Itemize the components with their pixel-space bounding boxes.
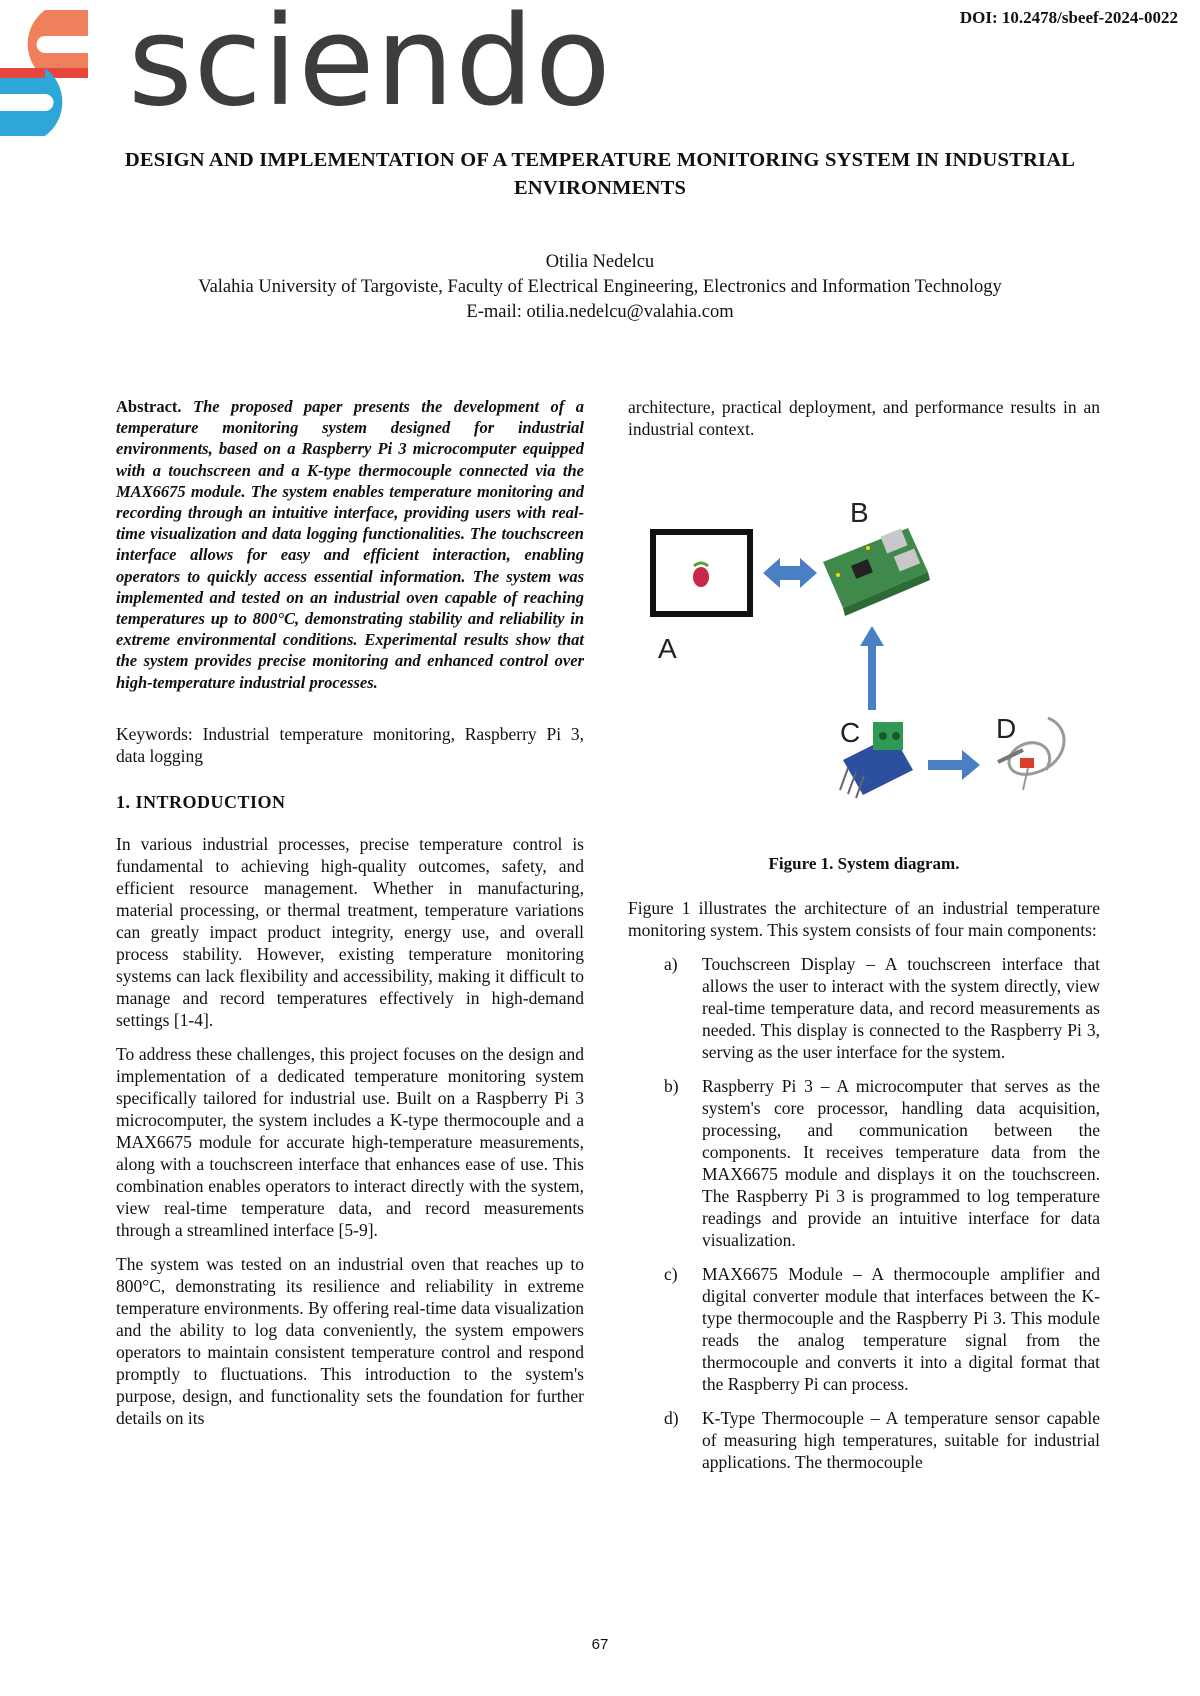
intro-continuation: architecture, practical deployment, and performance results in an industrial context. — [628, 397, 1100, 439]
list-marker: c) — [664, 1264, 678, 1284]
list-item — [628, 1075, 1100, 1251]
list-item-text: K-Type Thermocouple – A temperature sensor capable of measuring high temperatures, suitable for industrial applications. The thermocouple — [702, 1408, 1100, 1472]
author-affiliation: Valahia University of Targoviste, Faculty of Electrical Engineering, Electronics and Information Technology — [198, 277, 1002, 297]
abstract-text: The proposed paper presents the development of a temperature monitoring system designed for industrial environments, based on a Raspberry Pi 3 microcomputer equipped with a touchscreen and a K-type thermocouple connected via the MAX6675 module. The system enables temperature monitoring and recording through an intuitive interface, providing users with real-time visualization and data logging functionalities. The touchscreen interface allows for easy and efficient interaction, enabling operators to quickly access essential information. The system was implemented and tested on an industrial oven capable of reaching temperatures up to 800°C, demonstrating stability and reliability in extreme environmental conditions. Experimental results show that the system provides precise monitoring and enhanced control over high-temperature industrial processes. — [116, 397, 584, 692]
figure-caption: Figure 1. System diagram. — [768, 854, 960, 873]
page-number: 67 — [591, 1636, 609, 1653]
double-arrow-icon — [763, 558, 817, 588]
list-marker: a) — [664, 954, 678, 974]
touchscreen-display-icon — [653, 532, 750, 614]
list-marker: d) — [664, 1408, 679, 1428]
list-item — [628, 953, 1100, 1063]
author-block — [60, 250, 1140, 325]
figure-intro-paragraph: Figure 1 illustrates the architecture of an industrial temperature monitoring system. This system consists of four main components: — [628, 898, 1100, 940]
sciendo-logo-mark-icon — [0, 8, 90, 138]
system-diagram — [628, 500, 1100, 845]
keywords: Keywords: Industrial temperature monitoring, Raspberry Pi 3, data logging — [116, 723, 584, 766]
doi: DOI: 10.2478/sbeef-2024-0022 — [959, 8, 1178, 27]
list-item — [628, 1407, 1100, 1473]
paper-title: DESIGN AND IMPLEMENTATION OF A TEMPERATURE MONITORING SYSTEM IN INDUSTRIAL ENVIRONMENTS — [124, 149, 1076, 199]
list-marker: b) — [664, 1076, 679, 1096]
up-arrow-icon — [860, 626, 884, 710]
raspberry-pi-board-icon — [823, 528, 930, 616]
section-heading-introduction: 1. INTRODUCTION — [116, 791, 286, 812]
list-item-text: Raspberry Pi 3 – A microcomputer that serves as the system's core processor, handling data acquisition, processing, and communication between the components. It receives temperature data from the MAX6675 module and displays it on the touchscreen. The Raspberry Pi 3 is programmed to log temperature readings and provide an intuitive interface for data visualization. — [702, 1076, 1100, 1250]
abstract-label: Abstract. — [116, 397, 182, 416]
left-column — [116, 396, 584, 1441]
right-arrow-icon — [928, 750, 980, 780]
figure-label-a: A — [658, 633, 677, 664]
right-column — [628, 396, 1100, 1485]
intro-paragraph-3: The system was tested on an industrial oven that reaches up to 800°C, demonstrating its resilience and reliability in extreme temperature environments. By offering real-time data visualization and the ability to log data conveniently, the system empowers operators to maintain consistent temperature control and respond promptly to fluctuations. This introduction to the system's purpose, design, and functionality sets the foundation for further details on its — [116, 1253, 584, 1428]
list-item-text: MAX6675 Module – A thermocouple amplifier and digital converter module that interfaces between the K-type thermocouple and the Raspberry Pi 3. This module reads the analog temperature signal from the thermocouple and converts it into a digital format that the Raspberry Pi can process. — [702, 1264, 1100, 1394]
component-list — [628, 953, 1100, 1473]
author-name: Otilia Nedelcu — [545, 252, 655, 272]
author-email: E-mail: otilia.nedelcu@valahia.com — [466, 302, 734, 322]
list-item — [628, 1263, 1100, 1395]
sciendo-logo — [0, 0, 650, 148]
abstract — [116, 396, 584, 693]
figure-label-b: B — [850, 500, 869, 528]
intro-paragraph-1: In various industrial processes, precise temperature control is fundamental to achieving high-quality outcomes, safety, and efficient resource management. Whether in manufacturing, material processing, or thermal treatment, temperature variations can greatly impact product integrity, energy use, and overall process stability. However, existing temperature monitoring systems can lack flexibility and accessibility, making it difficult to manage and record temperatures effectively in high-demand settings [1-4]. — [116, 833, 584, 1030]
figure-label-d: D — [996, 713, 1017, 744]
system-diagram-figure — [628, 500, 1100, 845]
intro-paragraph-2: To address these challenges, this project focuses on the design and implementation of a dedicated temperature monitoring system specifically tailored for industrial use. Built on a Raspberry Pi 3 microcomputer, the system includes a K-type thermocouple and a MAX6675 module for accurate high-temperature measurements, along with a touchscreen interface that enhances ease of use. This combination enables operators to interact directly with the system, view real-time temperature data, and record measurements through a streamlined interface [5-9]. — [116, 1043, 584, 1240]
list-item-text: Touchscreen Display – A touchscreen interface that allows the user to interact with the system directly, view real-time temperature data, and record measurements as needed. This display is connected to the Raspberry Pi 3, serving as the user interface for the system. — [702, 954, 1100, 1062]
sciendo-wordmark: sciendo — [128, 0, 612, 134]
figure-label-c: C — [840, 717, 861, 748]
